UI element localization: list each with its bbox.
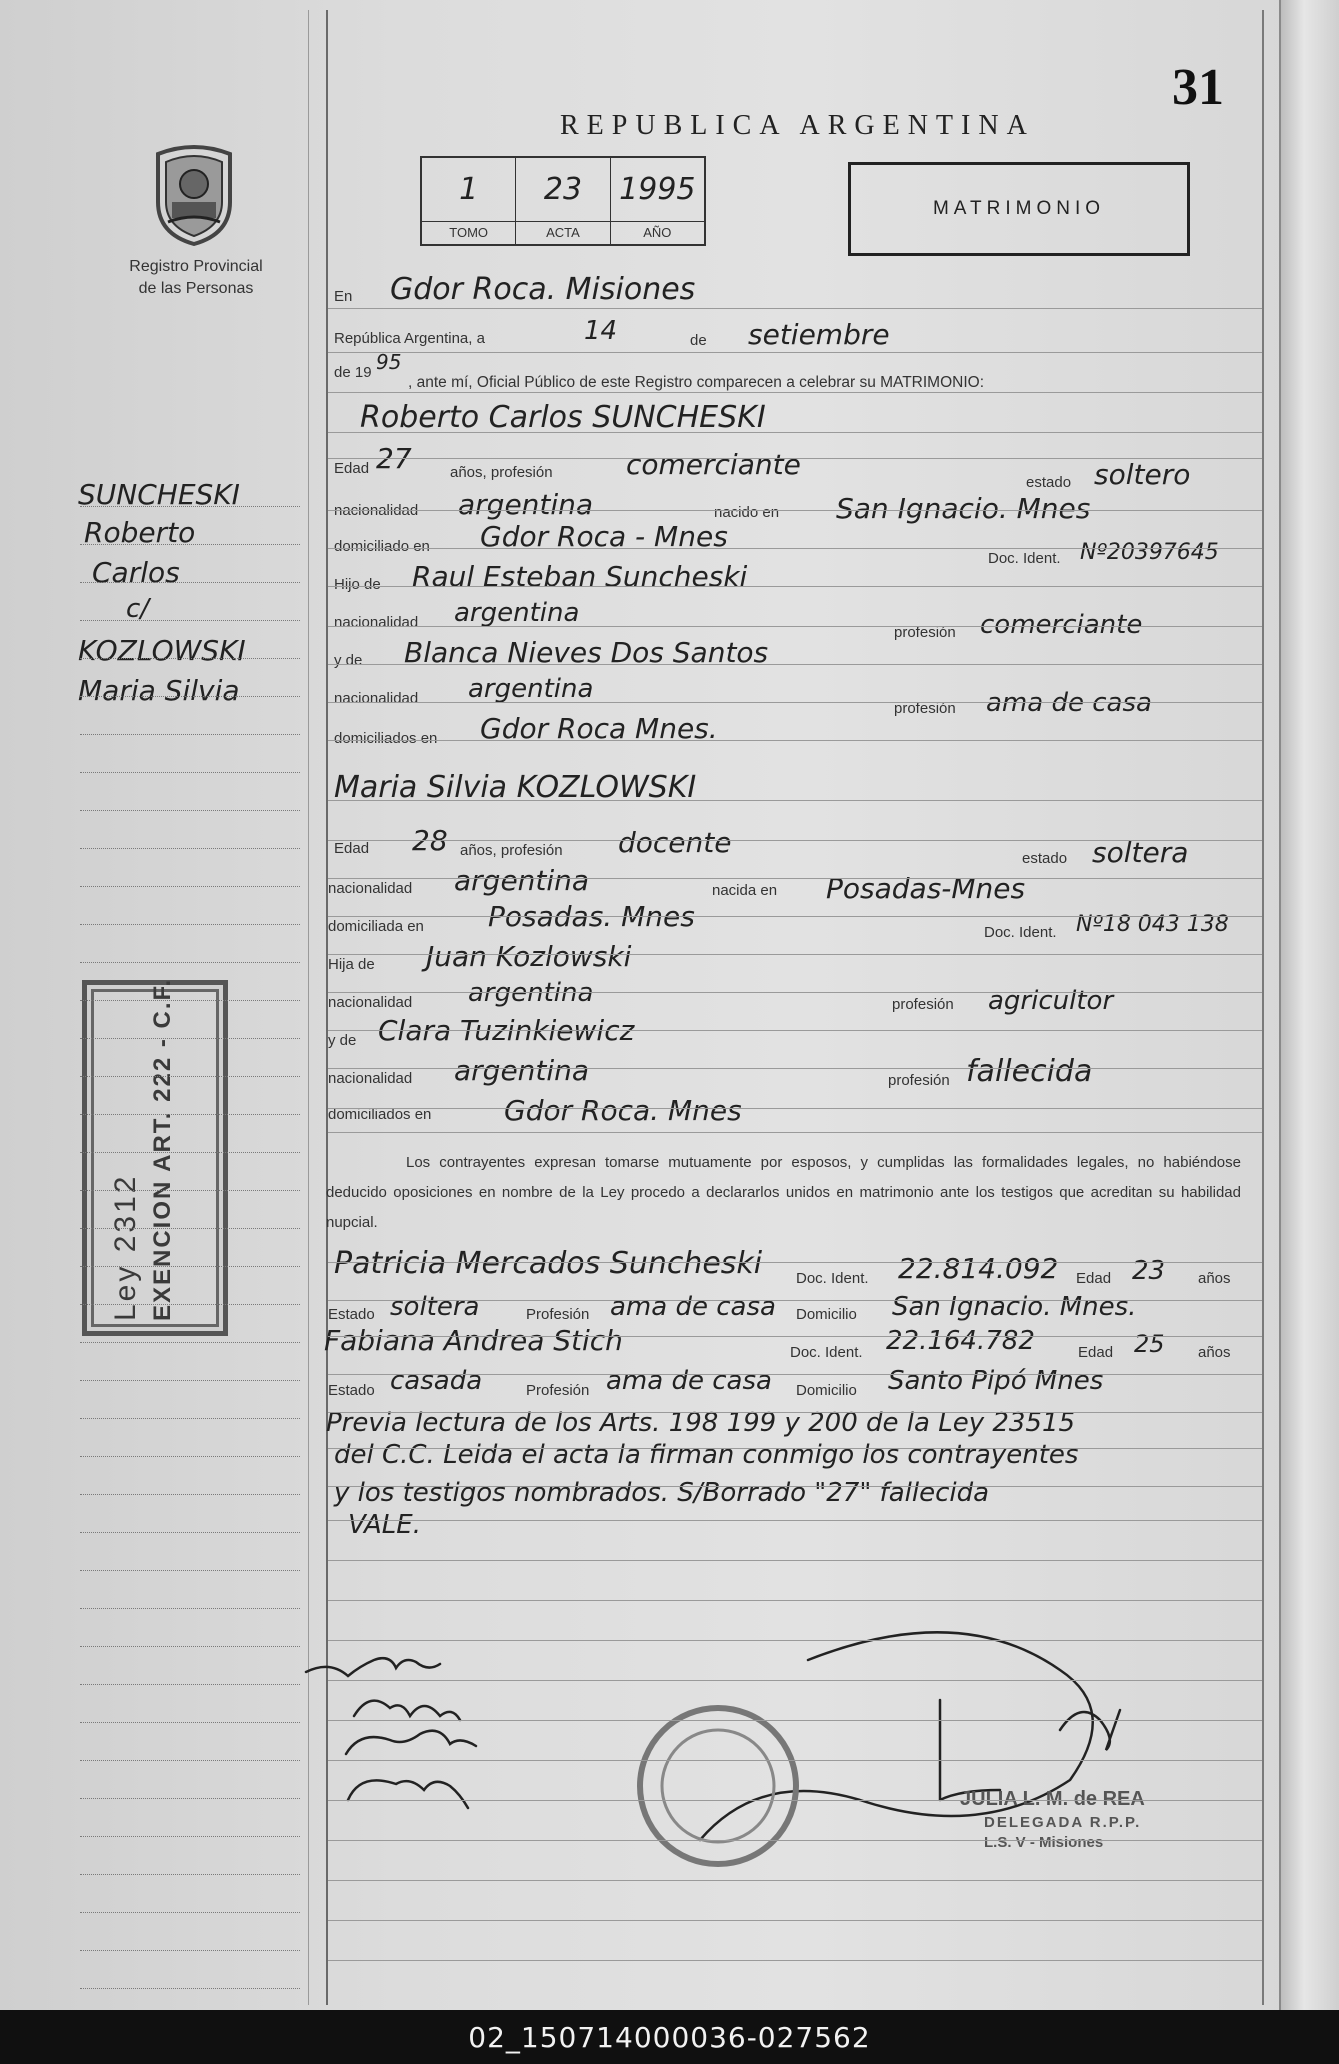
witness1-dom-label: Domicilio (796, 1306, 857, 1323)
groom-father-prof-label: profesión (894, 624, 956, 641)
groom-father-nac: argentina (454, 598, 580, 628)
bride-doc-label: Doc. Ident. (984, 924, 1057, 941)
groom-dom-label: domiciliado en (334, 538, 430, 555)
ruled-line (328, 992, 1262, 993)
tomo-cell (422, 158, 516, 244)
margin-dotted-line (80, 1228, 300, 1229)
stamp-line1: Ley 2312 (109, 1173, 142, 1321)
ruled-line (328, 878, 1262, 879)
bride-estado-label: estado (1022, 850, 1068, 867)
groom-estado: soltero (1094, 458, 1191, 491)
bride-mother-nac-label: nacionalidad (328, 1070, 413, 1087)
margin-note-line4: c/ (126, 594, 150, 624)
ruled-line (328, 1412, 1262, 1413)
closing-note-line1: Previa lectura de los Arts. 198 199 y 200 de la Ley 23515 (326, 1408, 1076, 1438)
witness2-prof: ama de casa (606, 1366, 772, 1396)
de-label: de (690, 332, 707, 349)
exencion-stamp (82, 977, 228, 1336)
groom-mother-nac-label: nacionalidad (334, 690, 419, 707)
ruled-line (328, 954, 1262, 955)
stamp-line2: EXENCION ART. 222 - C.F. (149, 977, 176, 1321)
margin-dotted-line (80, 1494, 300, 1495)
bride-nacida-en: Posadas-Mnes (826, 872, 1026, 905)
margin-dotted-line (80, 696, 300, 697)
witness1-estado-label: Estado (328, 1306, 375, 1323)
ruled-line (328, 1262, 1262, 1263)
ruled-line (328, 800, 1262, 801)
ruled-line (328, 352, 1262, 353)
margin-dotted-line (80, 1646, 300, 1647)
republica-label: República Argentina, a (334, 330, 485, 347)
act-type-box: MATRIMONIO (848, 162, 1190, 256)
witness2-estado: casada (390, 1366, 483, 1396)
witness2-anos-label: años (1198, 1344, 1231, 1361)
bride-mother: Clara Tuzinkiewicz (378, 1014, 635, 1047)
bride-father-prof-label: profesión (892, 996, 954, 1013)
margin-dotted-line (80, 1950, 300, 1951)
ruled-line (328, 1132, 1262, 1133)
ruled-line (328, 1068, 1262, 1069)
margin-note-line1: SUNCHESKI (78, 478, 240, 511)
ano-value: 1995 (619, 172, 696, 207)
closing-note-line4: VALE. (348, 1510, 421, 1540)
bride-nac: argentina (454, 864, 590, 897)
groom-profesion: comerciante (626, 448, 801, 481)
bride-parents-dom: Gdor Roca. Mnes (504, 1094, 742, 1127)
margin-dotted-line (80, 1722, 300, 1723)
bride-doc: Nº18 043 138 (1076, 912, 1229, 937)
official-location: L.S. V - Misiones (984, 1834, 1104, 1851)
margin-note-line3: Carlos (92, 556, 180, 589)
groom-estado-label: estado (1026, 474, 1072, 491)
groom-domicilio: Gdor Roca - Mnes (480, 520, 728, 553)
ruled-line (328, 740, 1262, 741)
place-value: Gdor Roca. Misiones (390, 272, 696, 307)
ruled-line (328, 1880, 1262, 1881)
ano-label: AÑO (611, 221, 704, 244)
ruled-line (328, 1720, 1262, 1721)
bride-yde-label: y de (328, 1032, 357, 1049)
groom-nacido-label: nacido en (714, 504, 780, 521)
groom-parents-dom-label: domiciliados en (334, 730, 438, 747)
margin-dotted-line (80, 848, 300, 849)
margin-dotted-line (80, 1760, 300, 1761)
margin-dotted-line (80, 1266, 300, 1267)
margin-dotted-line (80, 1798, 300, 1799)
groom-profesion-label: años, profesión (450, 464, 553, 481)
margin-dotted-line (80, 1874, 300, 1875)
groom-mother-prof-label: profesión (894, 700, 956, 717)
margin-dotted-line (80, 810, 300, 811)
groom-mother-nac: argentina (468, 674, 594, 704)
ruled-line (328, 548, 1262, 549)
ruled-line (328, 1640, 1262, 1641)
groom-mother-prof: ama de casa (986, 688, 1152, 718)
margin-dotted-line (80, 1342, 300, 1343)
bride-nacida-label: nacida en (712, 882, 778, 899)
bride-dom-label: domiciliada en (328, 918, 424, 935)
witness1-prof-label: Profesión (526, 1306, 590, 1323)
witness2-edad-label: Edad (1078, 1344, 1114, 1361)
margin-dotted-line (80, 1418, 300, 1419)
ruled-line (328, 1374, 1262, 1375)
ruled-line (328, 1920, 1262, 1921)
margin-line-right (1262, 10, 1264, 2005)
margin-dotted-line (80, 924, 300, 925)
witness1-prof: ama de casa (610, 1292, 776, 1322)
witness1-edad-label: Edad (1076, 1270, 1112, 1287)
witness1-edad: 23 (1132, 1256, 1166, 1286)
acta-cell (516, 158, 610, 244)
tomo-label: TOMO (422, 221, 515, 244)
margin-dotted-line (80, 1684, 300, 1685)
bride-father-nac-label: nacionalidad (328, 994, 413, 1011)
ruled-line (328, 458, 1262, 459)
groom-nacido-en: San Ignacio. Mnes (836, 492, 1091, 525)
ruled-line (328, 586, 1262, 587)
margin-dotted-line (80, 734, 300, 735)
witness2-estado-label: Estado (328, 1382, 375, 1399)
witness2-dom: Santo Pipó Mnes (888, 1366, 1104, 1396)
ruled-line (328, 1800, 1262, 1801)
month-value: setiembre (748, 318, 890, 351)
groom-nac: argentina (458, 488, 594, 521)
groom-doc: Nº20397645 (1080, 540, 1219, 565)
bride-nac-label: nacionalidad (328, 880, 413, 897)
bride-name: Maria Silvia KOZLOWSKI (334, 770, 697, 805)
margin-dotted-line (80, 658, 300, 659)
ruled-line (328, 1030, 1262, 1031)
margin-dotted-line (80, 1912, 300, 1913)
margin-dotted-line (80, 1304, 300, 1305)
margin-note-line6: Maria Silvia (78, 674, 240, 707)
bride-profesion: docente (618, 826, 732, 859)
margin-dotted-line (80, 886, 300, 887)
margin-dotted-line (80, 1038, 300, 1039)
closing-note-line2: del C.C. Leida el acta la firman conmigo los contrayentes (334, 1440, 1079, 1470)
bride-mother-prof: fallecida (966, 1054, 1093, 1089)
bride-profesion-label: años, profesión (460, 842, 563, 859)
margin-dotted-line (80, 582, 300, 583)
ruled-line (328, 510, 1262, 511)
tomo-acta-ano-box (420, 156, 706, 246)
witness2-name: Fabiana Andrea Stich (324, 1324, 623, 1357)
margin-dotted-line (80, 1456, 300, 1457)
groom-father-prof: comerciante (980, 610, 1143, 640)
ruled-line (328, 1600, 1262, 1601)
ruled-line (328, 432, 1262, 433)
official-name: JULIA L. M. de REA (960, 1788, 1145, 1810)
witness1-doc-label: Doc. Ident. (796, 1270, 869, 1287)
groom-yde-label: y de (334, 652, 363, 669)
witness2-doc: 22.164.782 (886, 1326, 1035, 1356)
margin-dotted-line (80, 1836, 300, 1837)
ano-cell (611, 158, 704, 244)
tomo-value: 1 (459, 172, 479, 207)
groom-name: Roberto Carlos SUNCHESKI (360, 400, 766, 435)
ruled-line (328, 1300, 1262, 1301)
witness1-name: Patricia Mercados Suncheski (334, 1246, 763, 1281)
ruled-line (328, 1108, 1262, 1109)
margin-dotted-line (80, 1152, 300, 1153)
margin-dotted-line (80, 1000, 300, 1001)
bride-parents-dom-label: domiciliados en (328, 1106, 432, 1123)
groom-hijo-label: Hijo de (334, 576, 381, 593)
margin-dotted-line (80, 1190, 300, 1191)
ruled-line (328, 840, 1262, 841)
bride-father: Juan Kozlowski (426, 940, 632, 973)
ruled-line (328, 1760, 1262, 1761)
groom-father: Raul Esteban Suncheski (412, 560, 748, 593)
bride-edad-label: Edad (334, 840, 370, 857)
year-prefix: de 19 (334, 364, 372, 381)
groom-edad-label: Edad (334, 460, 370, 477)
registry-name (108, 256, 284, 300)
bride-father-prof: agricultor (988, 986, 1114, 1016)
provincial-seal-icon (148, 142, 240, 246)
margin-dotted-line (80, 1532, 300, 1533)
margin-dotted-line (80, 1988, 300, 1989)
closing-note-line3: y los testigos nombrados. S/Borrado "27" fallecida (334, 1478, 990, 1508)
groom-edad: 27 (376, 442, 412, 475)
margin-dotted-line (80, 506, 300, 507)
bride-hija-label: Hija de (328, 956, 375, 973)
margin-dotted-line (80, 1114, 300, 1115)
witness1-dom: San Ignacio. Mnes. (892, 1292, 1137, 1322)
bride-domicilio: Posadas. Mnes (488, 900, 695, 933)
ruled-line (328, 1560, 1262, 1561)
ruled-line (328, 1336, 1262, 1337)
declaration-text: Los contrayentes expresan tomarse mutuamente por esposos, y cumplidas las formalidades legales, no habiéndose deducido oposiciones en nombre de la Ley procedo a declararlos unidos en matrimonio ante los testigos que acreditan su habilidad nupcial. (326, 1154, 1241, 1231)
margin-dotted-line (80, 1076, 300, 1077)
country-title: REPUBLICA ARGENTINA (560, 110, 1035, 141)
groom-doc-label: Doc. Ident. (988, 550, 1061, 567)
groom-father-nac-label: nacionalidad (334, 614, 419, 631)
groom-nac-label: nacionalidad (334, 502, 419, 519)
image-identifier-footer: 02_150714000036-027562 (0, 2010, 1339, 2064)
year-suffix: 95 (376, 350, 402, 374)
page-number: 31 (1172, 59, 1224, 116)
ruled-line (328, 392, 1262, 393)
statement-text: , ante mí, Oficial Público de este Registro comparecen a celebrar su MATRIMONIO: (408, 374, 985, 391)
acta-label: ACTA (516, 221, 609, 244)
margin-dotted-line (80, 1570, 300, 1571)
margin-dotted-line (80, 1608, 300, 1609)
ruled-line (328, 1960, 1262, 1961)
bride-mother-nac: argentina (454, 1054, 590, 1087)
margin-note-line2: Roberto (84, 516, 196, 549)
witness1-anos-label: años (1198, 1270, 1231, 1287)
margin-dotted-line (80, 544, 300, 545)
ruled-line (328, 664, 1262, 665)
witness1-estado: soltera (390, 1292, 480, 1322)
margin-note-line5: KOZLOWSKI (78, 634, 246, 667)
witness2-edad: 25 (1134, 1330, 1165, 1358)
page-edge (1279, 0, 1339, 2010)
ruled-line (328, 1680, 1262, 1681)
ruled-line (328, 702, 1262, 703)
ruled-line (328, 1520, 1262, 1521)
en-label: En (334, 288, 353, 305)
ruled-line (328, 1486, 1262, 1487)
witness1-doc: 22.814.092 (898, 1252, 1059, 1285)
ruled-line (328, 626, 1262, 627)
ruled-line (328, 916, 1262, 917)
ruled-line (328, 308, 1262, 309)
margin-dotted-line (80, 772, 300, 773)
groom-parents-dom: Gdor Roca Mnes. (480, 712, 718, 745)
witness2-dom-label: Domicilio (796, 1382, 857, 1399)
acta-value: 23 (543, 172, 583, 207)
margin-dotted-line (80, 1380, 300, 1381)
groom-mother: Blanca Nieves Dos Santos (404, 636, 769, 669)
bride-estado: soltera (1092, 836, 1189, 869)
margin-dotted-line (80, 962, 300, 963)
bride-edad: 28 (412, 824, 448, 857)
margin-dotted-line (80, 620, 300, 621)
ruled-line (328, 1840, 1262, 1841)
registry-name-line1: Registro Provincial (129, 258, 263, 275)
witness2-doc-label: Doc. Ident. (790, 1344, 863, 1361)
registry-name-line2: de las Personas (138, 280, 254, 297)
day-value: 14 (584, 316, 618, 346)
ruled-line (328, 1448, 1262, 1449)
bride-mother-prof-label: profesión (888, 1072, 950, 1089)
witness2-prof-label: Profesión (526, 1382, 590, 1399)
bride-father-nac: argentina (468, 978, 594, 1008)
official-title: DELEGADA R.P.P. (984, 1814, 1142, 1831)
